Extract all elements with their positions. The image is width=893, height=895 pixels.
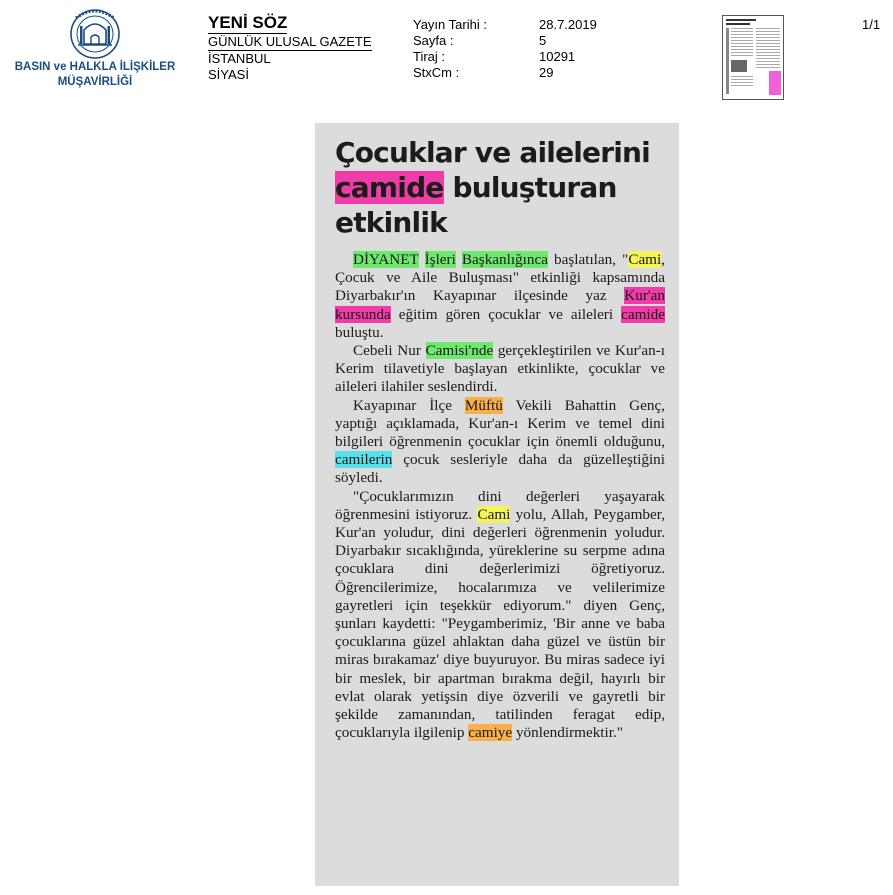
- highlight-keyword: kursunda: [335, 305, 391, 323]
- paragraph-2: [335, 342, 665, 397]
- highlight-keyword: camide: [621, 305, 665, 323]
- paragraph-text: Kayapınar İlçe: [353, 396, 465, 414]
- publication-type-text: GÜNLÜK ULUSAL GAZETE: [208, 34, 372, 49]
- value-circulation: 10291: [539, 49, 576, 64]
- highlight-keyword: Camisi'nde: [425, 342, 494, 360]
- headline-highlight: camide: [335, 171, 444, 204]
- highlight-keyword: Kur'an: [624, 287, 665, 305]
- highlight-keyword: camiye: [468, 724, 513, 742]
- label-stxcm: StxCm :: [413, 65, 460, 80]
- value-page: 5: [539, 33, 547, 48]
- highlight-keyword: Başkanlığınca: [461, 251, 548, 268]
- paragraph-3: [335, 397, 665, 488]
- org-name-line1: BASIN ve HALKLA İLİŞKİLER: [14, 61, 176, 73]
- publication-type: [208, 34, 372, 51]
- article-headline: [335, 135, 671, 240]
- paragraph-text: başlatılan, ": [547, 251, 629, 268]
- headline-line2: [335, 170, 671, 205]
- meta-values: [539, 17, 597, 81]
- paragraph-text: çocuk sesleriyle daha da güzelleştiğini söyledi.: [335, 451, 665, 487]
- paragraph-text: , Çocuk ve Aile Buluşması" etkinliği kapsamında Diyarbakır'ın Kayapınar ilçesinde yaz: [335, 251, 666, 305]
- publication-name: [208, 13, 372, 34]
- diyanet-seal-icon: [64, 8, 126, 60]
- value-date: 28.7.2019: [539, 17, 597, 32]
- paragraph-text: buluştu.: [335, 323, 384, 341]
- highlight-keyword: Cami: [628, 251, 662, 268]
- paragraph-text: "Çocuklarımızın dini değerleri yaşayarak öğrenmesini istiyoruz.: [335, 487, 665, 523]
- paragraph-4: [335, 488, 665, 743]
- label-date: Yayın Tarihi :: [413, 17, 487, 32]
- paragraph-text: yolu, Allah, Peygamber, Kur'an yoludur, dini değerleri öğrenmenin yoludur. Diyarbakır sıcaklığında, yüreklerine su serpme adına çocuklara dini değerlerimizi öğretiyoruz. Öğrencilerimize, hocalarımıza ve velilerimize gayretleri için teşekkür ediyorum." diyen Genç, şunları kaydetti: "Peygamberimiz, 'Bir anne ve baba çocuklarına güzel ahlaktan daha güzel ve üstün bir miras bırakamaz' diye buyuruyor. Bu miras sadece iyi bir meslek, bir apartman bırakma değil, hayırlı bir evlat olarak yetişsin diye özverili ve gayretli bir şekilde zamanından, tatilinden feragat edip, çocuklarıyla ilgilenip: [335, 505, 665, 742]
- article-body: [335, 251, 665, 742]
- publication-category: SİYASİ: [208, 67, 249, 82]
- page-counter: 1/1: [862, 17, 881, 32]
- headline-line1: Çocuklar ve ailelerini: [335, 136, 650, 169]
- paragraph-1: [335, 251, 665, 342]
- value-stxcm: 29: [539, 65, 554, 80]
- publication-city: İSTANBUL: [208, 51, 271, 66]
- highlight-keyword: Cami: [477, 505, 511, 523]
- highlight-keyword: İşleri: [424, 251, 456, 268]
- paragraph-text: gerçekleştirilen ve Kur'an-ı Kerim tilavetiyle başlayan etkinlikte, çocuklar ve aileleri ilahiler seslendirdi.: [335, 342, 665, 396]
- meta-labels: [413, 17, 487, 81]
- label-page: Sayfa :: [413, 33, 454, 48]
- publication-name-text: YENİ SÖZ: [208, 13, 288, 32]
- publication-info: [208, 13, 372, 83]
- headline-line3: etkinlik: [335, 206, 447, 239]
- paragraph-text: yönlendirmektir.": [512, 724, 623, 742]
- headline-line2-rest: buluşturan: [452, 171, 617, 204]
- paragraph-text: Vekili Bahattin Genç, yaptığı açıklamada, Kur'an-ı Kerim ve temel dini bilgileri öğrenmenin çocuklar için önemli olduğunu,: [335, 396, 665, 451]
- highlight-keyword: camilerin: [335, 451, 393, 469]
- news-clipping: [315, 123, 679, 886]
- label-circulation: Tiraj :: [413, 49, 446, 64]
- highlight-keyword: DİYANET: [353, 251, 419, 268]
- org-logo: [0, 8, 190, 90]
- paragraph-text: eğitim gören çocuklar ve aileleri: [390, 305, 622, 323]
- org-name-line2: MÜŞAVİRLİĞİ: [57, 76, 133, 88]
- page-thumbnail[interactable]: [722, 15, 784, 100]
- paragraph-text: Cebeli Nur: [353, 342, 426, 360]
- highlight-keyword: Müftü: [464, 396, 503, 414]
- page-thumbnail-image: [723, 16, 783, 99]
